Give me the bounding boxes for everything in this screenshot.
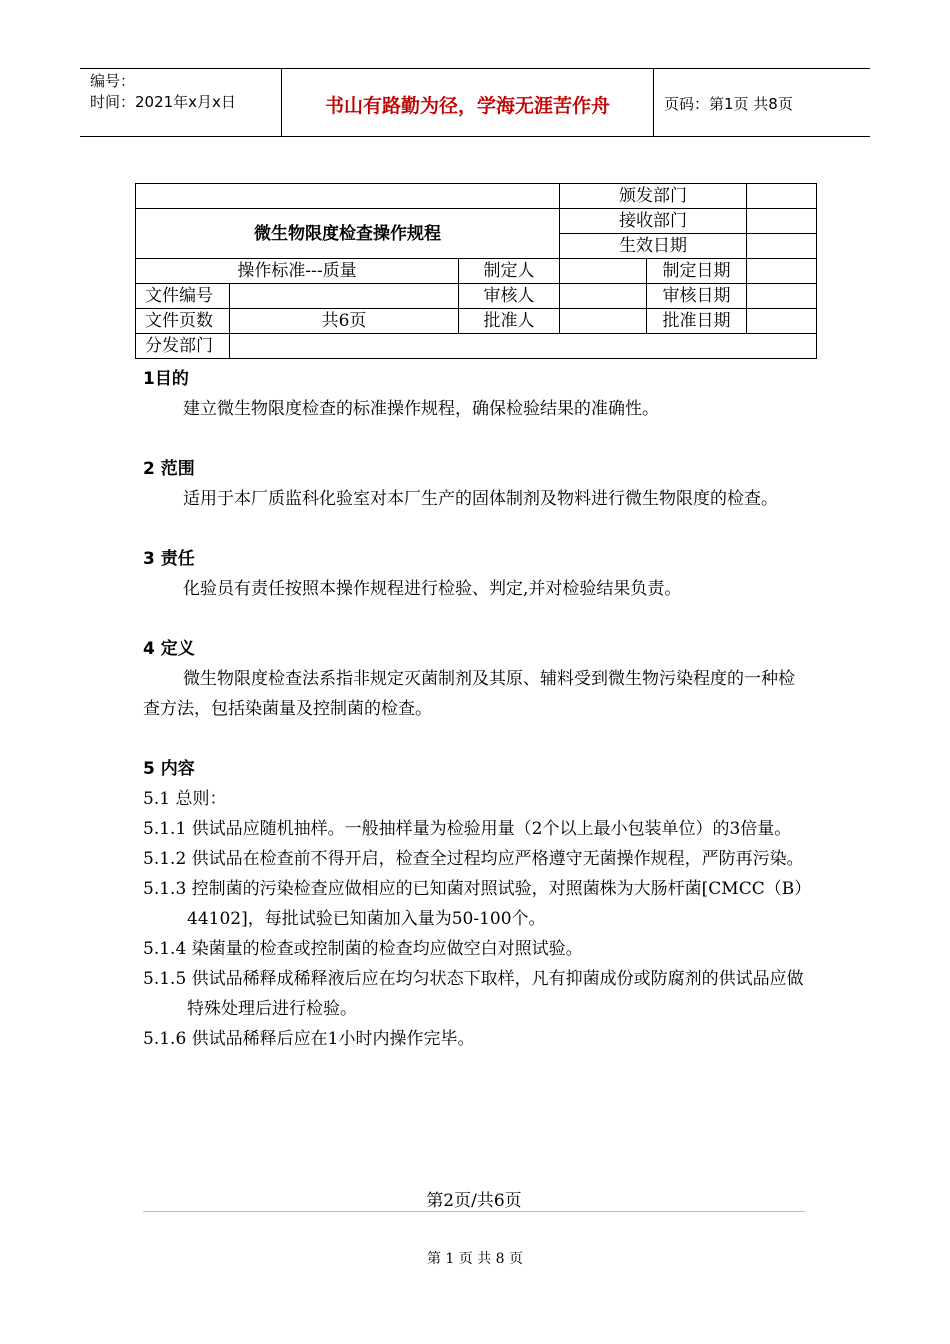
table-row	[136, 184, 817, 209]
section-paragraph: 适用于本厂质监科化验室对本厂生产的固体制剂及物料进行微生物限度的检查。	[183, 489, 778, 509]
page-header	[80, 68, 870, 137]
table-cell	[560, 309, 647, 334]
approve-date-label: 批准日期	[647, 309, 747, 334]
section-paragraph: 微生物限度检查法系指非规定灭菌制剂及其原、辅料受到微生物污染程度的一种检查方法，包括染菌量及控制菌的检查。	[143, 669, 795, 719]
table-cell	[560, 259, 647, 284]
section-paragraph: 建立微生物限度检查的标准操作规程，确保检验结果的准确性。	[183, 399, 659, 419]
list-item: 5.1.5 供试品稀释成稀释液后应在均匀状态下取样，凡有抑菌成份或防腐剂的供试品应做特殊处理后进行检验。	[143, 969, 804, 1019]
table-cell	[560, 284, 647, 309]
file-pages-label: 文件页数	[136, 309, 230, 334]
file-pages-value: 共6页	[230, 309, 459, 334]
list-item: 5.1.3 控制菌的污染检查应做相应的已知菌对照试验，对照菌株为大肠杆菌[CMCC（B）44102]，每批试验已知菌加入量为50-100个。	[143, 879, 803, 929]
table-cell	[230, 284, 459, 309]
document-info-table	[135, 183, 817, 359]
table-row	[136, 309, 817, 334]
table-cell	[747, 184, 817, 209]
subsection-heading: 5.1 总则：	[143, 789, 227, 809]
table-cell	[136, 184, 560, 209]
receive-dept-label: 接收部门	[560, 209, 747, 234]
review-date-label: 审核日期	[647, 284, 747, 309]
section-heading: 5 内容	[143, 759, 195, 779]
table-row	[136, 259, 817, 284]
header-page-number: 页码：第1页 共8页	[664, 95, 793, 113]
list-item: 5.1.1 供试品应随机抽样。一般抽样量为检验用量（2个以上最小包装单位）的3倍量。	[143, 819, 792, 839]
list-item: 5.1.6 供试品稀释后应在1小时内操作完毕。	[143, 1029, 475, 1049]
table-cell	[747, 259, 817, 284]
header-meta	[90, 71, 236, 113]
table-cell	[747, 234, 817, 259]
table-cell	[747, 284, 817, 309]
section-heading: 3 责任	[143, 549, 195, 569]
file-no-label: 文件编号	[136, 284, 230, 309]
header-motto: 书山有路勤为径，学海无涯苦作舟	[324, 95, 610, 117]
table-row	[136, 334, 817, 359]
outer-page-number: 第 1 页 共 8 页	[426, 1251, 524, 1267]
section-heading: 4 定义	[143, 639, 195, 659]
table-row	[136, 209, 817, 234]
table-row	[136, 284, 817, 309]
footer-divider	[143, 1211, 805, 1212]
list-item: 5.1.4 染菌量的检查或控制菌的检查均应做空白对照试验。	[143, 939, 583, 959]
table-cell	[230, 334, 817, 359]
document-title: 微生物限度检查操作规程	[136, 209, 560, 259]
section-heading: 1目的	[143, 369, 189, 389]
reviewer-label: 审核人	[459, 284, 560, 309]
issue-dept-label: 颁发部门	[560, 184, 747, 209]
approver-label: 批准人	[459, 309, 560, 334]
drafter-label: 制定人	[459, 259, 560, 284]
header-number: 编号：	[90, 72, 136, 90]
header-time: 时间：2021年x月x日	[90, 93, 236, 111]
document-body	[143, 364, 805, 1054]
section-paragraph: 化验员有责任按照本操作规程进行检验、判定,并对检验结果负责。	[183, 579, 682, 599]
inner-page-number: 第2页/共6页	[426, 1191, 522, 1211]
table-cell	[747, 309, 817, 334]
header-divider	[653, 69, 654, 136]
draft-date-label: 制定日期	[647, 259, 747, 284]
list-item: 5.1.2 供试品在检查前不得开启，检查全过程均应严格遵守无菌操作规程，严防再污染。	[143, 849, 804, 869]
standard-label: 操作标准---质量	[136, 259, 459, 284]
section-heading: 2 范围	[143, 459, 195, 479]
table-cell	[747, 209, 817, 234]
dist-dept-label: 分发部门	[136, 334, 230, 359]
effective-date-label: 生效日期	[560, 234, 747, 259]
